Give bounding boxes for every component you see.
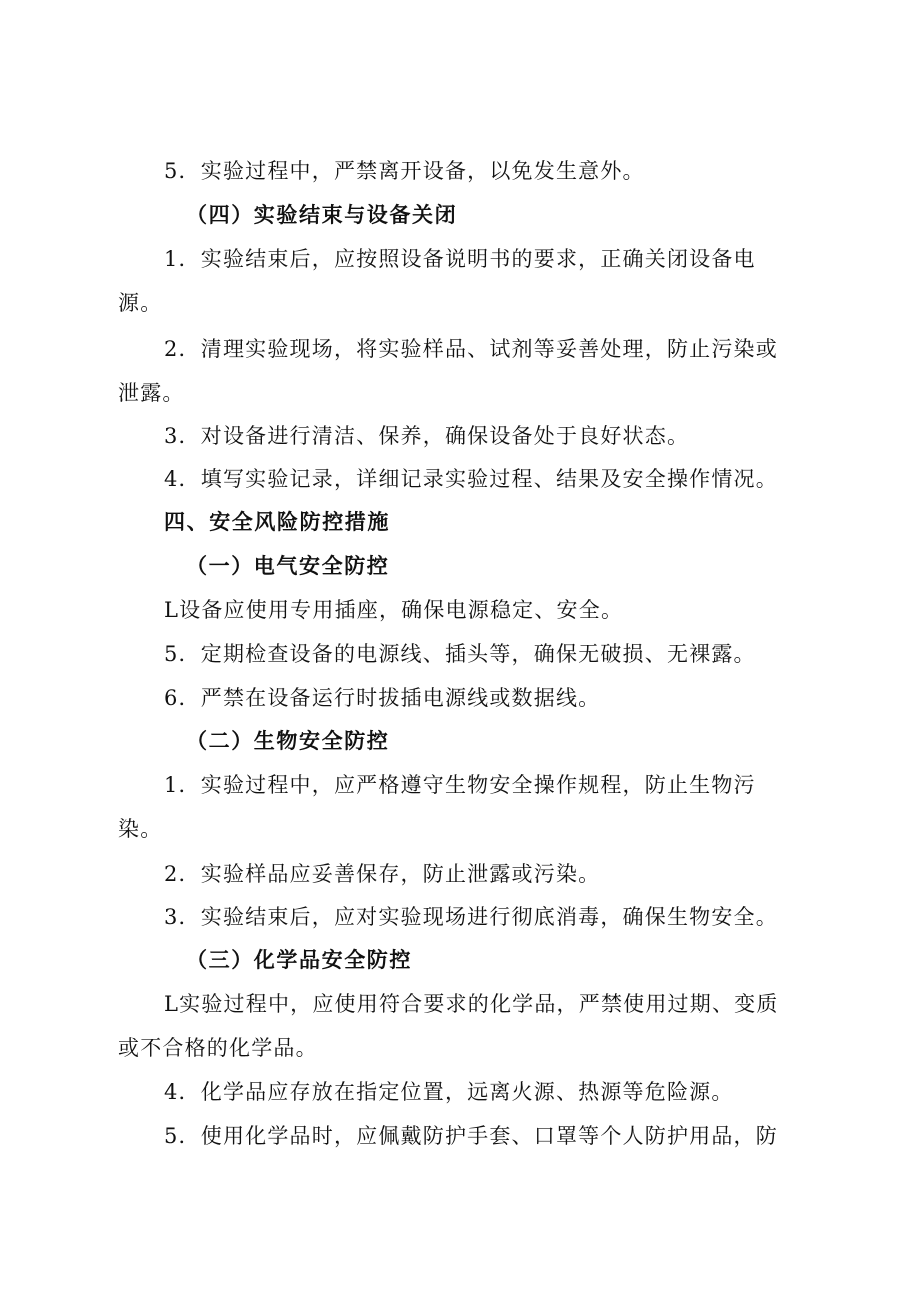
paragraph-line: L设备应使用专用插座，确保电源稳定、安全。 [164,598,624,622]
paragraph-line: 5．使用化学品时，应佩戴防护手套、口罩等个人防护用品，防 [164,1124,778,1148]
paragraph-line: 泄露。 [118,381,185,405]
paragraph-line: L实验过程中，应使用符合要求的化学品，严禁使用过期、变质 [164,992,779,1016]
paragraph-line: 1．实验结束后，应按照设备说明书的要求，正确关闭设备电 [164,247,756,271]
paragraph-line: 2．实验样品应妥善保存，防止泄露或污染。 [164,862,601,886]
paragraph-line: 3．实验结束后，应对实验现场进行彻底消毒，确保生物安全。 [164,905,778,929]
paragraph-line: 5．实验过程中，严禁离开设备，以免发生意外。 [164,159,645,183]
paragraph-line: 染。 [118,817,163,841]
section-heading: （二）生物安全防控 [186,729,390,753]
paragraph-line: 1．实验过程中，应严格遵守生物安全操作规程，防止生物污 [164,773,756,797]
section-heading: （一）电气安全防控 [186,554,390,578]
paragraph-line: 源。 [118,291,163,315]
section-heading: （四）实验结束与设备关闭 [186,203,458,227]
paragraph-line: 5．定期检查设备的电源线、插头等，确保无破损、无裸露。 [164,642,756,666]
paragraph-line: 6．严禁在设备运行时拔插电源线或数据线。 [164,686,601,710]
paragraph-line: 或不合格的化学品。 [118,1036,318,1060]
paragraph-line: 4．化学品应存放在指定位置，远离火源、热源等危险源。 [164,1080,734,1104]
section-heading: （三）化学品安全防控 [186,948,412,972]
paragraph-line: 2．清理实验现场，将实验样品、试剂等妥善处理，防止污染或 [164,337,778,361]
paragraph-line: 4．填写实验记录，详细记录实验过程、结果及安全操作情况。 [164,467,778,491]
paragraph-line: 3．对设备进行清洁、保养，确保设备处于良好状态。 [164,424,690,448]
chapter-heading: 四、安全风险防控措施 [164,510,390,534]
